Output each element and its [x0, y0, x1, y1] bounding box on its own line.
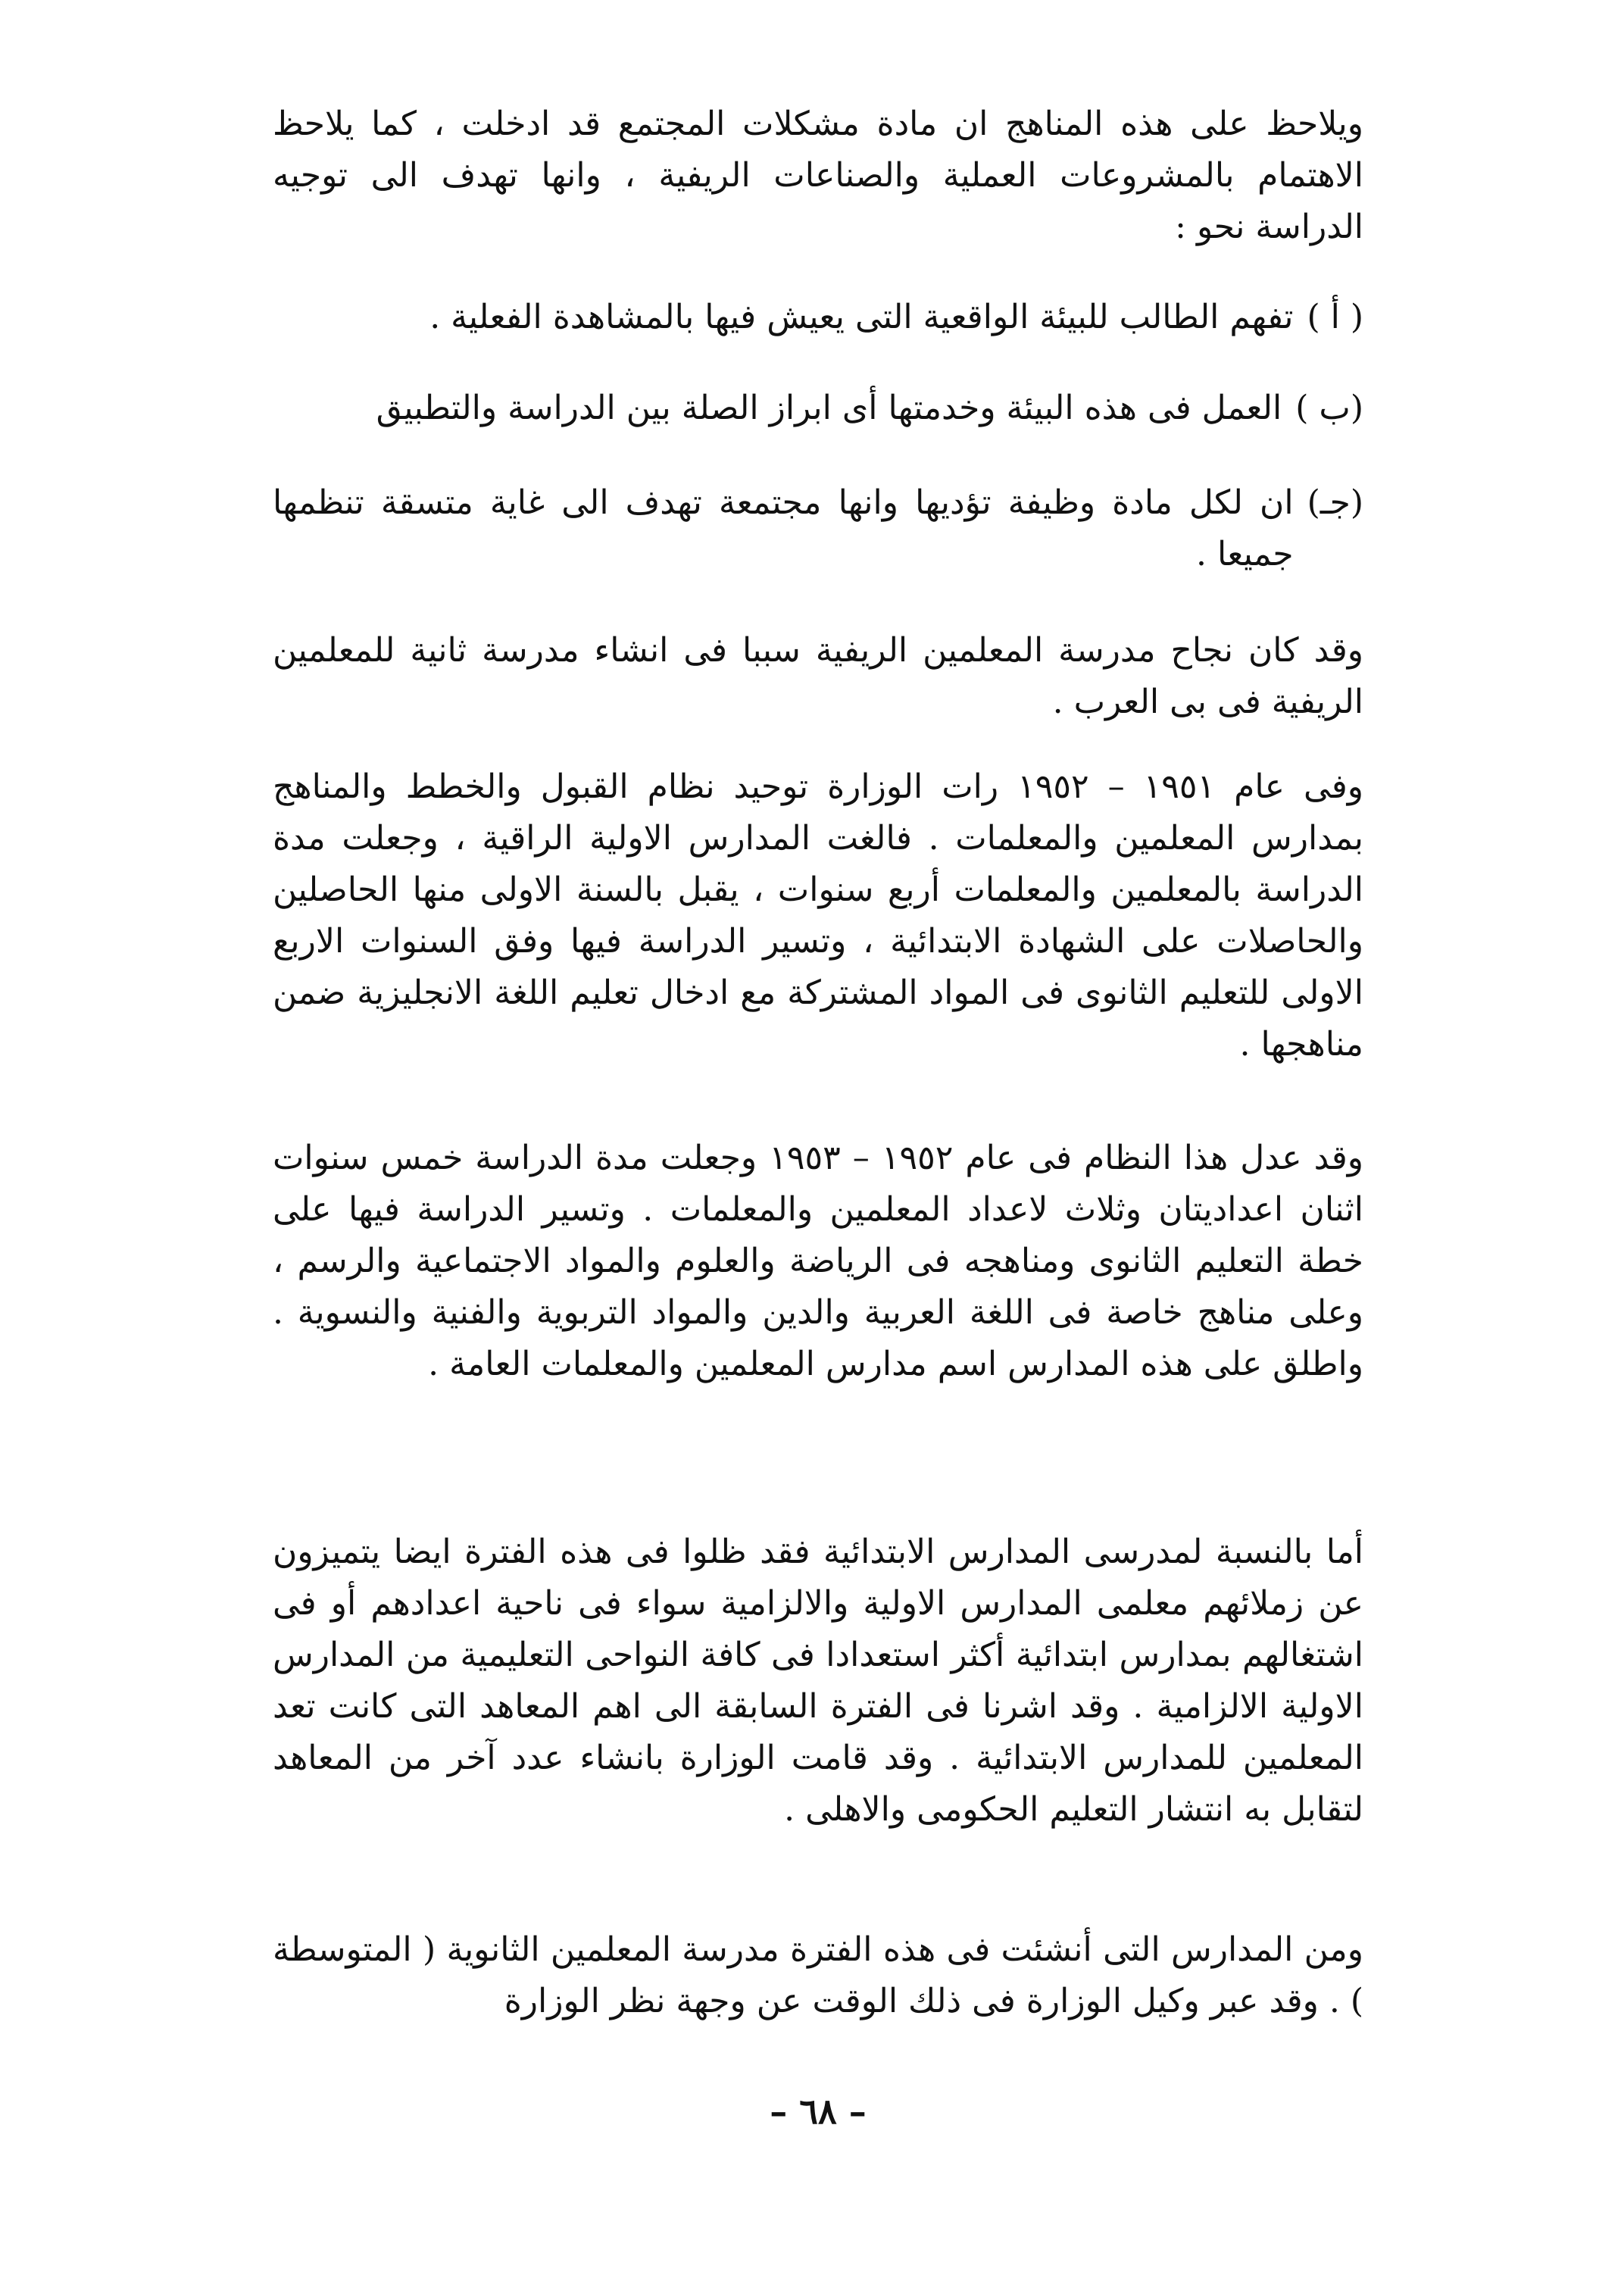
list-marker-a: ( أ )	[1307, 298, 1363, 336]
list-text-b: العمل فى هذه البيئة وخدمتها أى ابراز الصلة بين الدراسة والتطبيق	[376, 389, 1282, 427]
list-marker-b: (ب )	[1295, 389, 1363, 427]
paragraph-1951-unification: وفى عام ١٩٥١ – ١٩٥٢ رات الوزارة توحيد نظام القبول والخطط والمناهج بمدارس المعلمين والمعلمات . فالغت المدارس الاولية الراقية ، وجعلت مدة الدراسة بالمعلمين والمعلمات أربع سنوات ، يقبل بالسنة الاولى منها الحاصلين والحاصلات على الشهادة الابتدائية ، وتسير الدراسة فيها وفق السنوات الاربع الاولى للتعليم الثانوى فى المواد المشتركة مع ادخال تعليم اللغة الانجليزية ضمن مناهجها .	[273, 767, 1363, 1064]
paragraph-secondary-teachers-school: ومن المدارس التى أنشئت فى هذه الفترة مدرسة المعلمين الثانوية ( المتوسطة ) . وقد عبر وكيل الوزارة فى ذلك الوقت عن وجهة نظر الوزارة	[273, 1930, 1363, 2020]
paragraph-second-school: وقد كان نجاح مدرسة المعلمين الريفية سببا فى انشاء مدرسة ثانية للمعلمين الريفية فى بى العرب .	[273, 631, 1363, 721]
list-text-a: تفهم الطالب للبيئة الواقعية التى يعيش فيها بالمشاهدة الفعلية .	[429, 298, 1294, 336]
list-item-c	[273, 477, 1363, 580]
list-text-c: ان لكل مادة وظيفة تؤديها وانها مجتمعة تهدف الى غاية متسقة تنظمها جميعا .	[273, 483, 1294, 573]
page-number: – ٦٨ –	[770, 2091, 867, 2132]
document-page	[273, 76, 1363, 2242]
list-item-b	[273, 383, 1363, 434]
paragraph-1952-amendment: وقد عدل هذا النظام فى عام ١٩٥٢ – ١٩٥٣ وجعلت مدة الدراسة خمس سنوات اثنان اعداديتان وثلاث لاعداد المعلمين والمعلمات . وتسير الدراسة فيها على خطة التعليم الثانوى ومناهجه فى الرياضة والعلوم والمواد الاجتماعية والرسم ، وعلى مناهج خاصة فى اللغة العربية والدين والمواد التربوية والفنية والنسوية . واطلق على هذه المدارس اسم مدارس المعلمين والمعلمات العامة .	[273, 1139, 1363, 1383]
paragraph-primary-teachers: أما بالنسبة لمدرسى المدارس الابتدائية فقد ظلوا فى هذه الفترة ايضا يتميزون عن زملائهم معلمى المدارس الاولية والالزامية سواء فى ناحية اعدادهم أو فى اشتغالهم بمدارس ابتدائية أكثر استعدادا فى كافة النواحى التعليمية من المدارس الاولية الالزامية . وقد اشرنا فى الفترة السابقة الى اهم المعاهد التى كانت تعد المعلمين للمدارس الابتدائية . وقد قامت الوزارة بانشاء عدد آخر من المعاهد لتقابل به انتشار التعليم الحكومى والاهلى .	[273, 1533, 1364, 1829]
list-marker-c: (جـ)	[1307, 483, 1363, 522]
paragraph-curriculum-notes: ويلاحظ على هذه المناهج ان مادة مشكلات المجتمع قد ادخلت ، كما يلاحظ الاهتمام بالمشروعات العملية والصناعات الريفية ، وانها تهدف الى توجيه الدراسة نحو :	[273, 105, 1363, 246]
list-item-a	[273, 292, 1363, 343]
